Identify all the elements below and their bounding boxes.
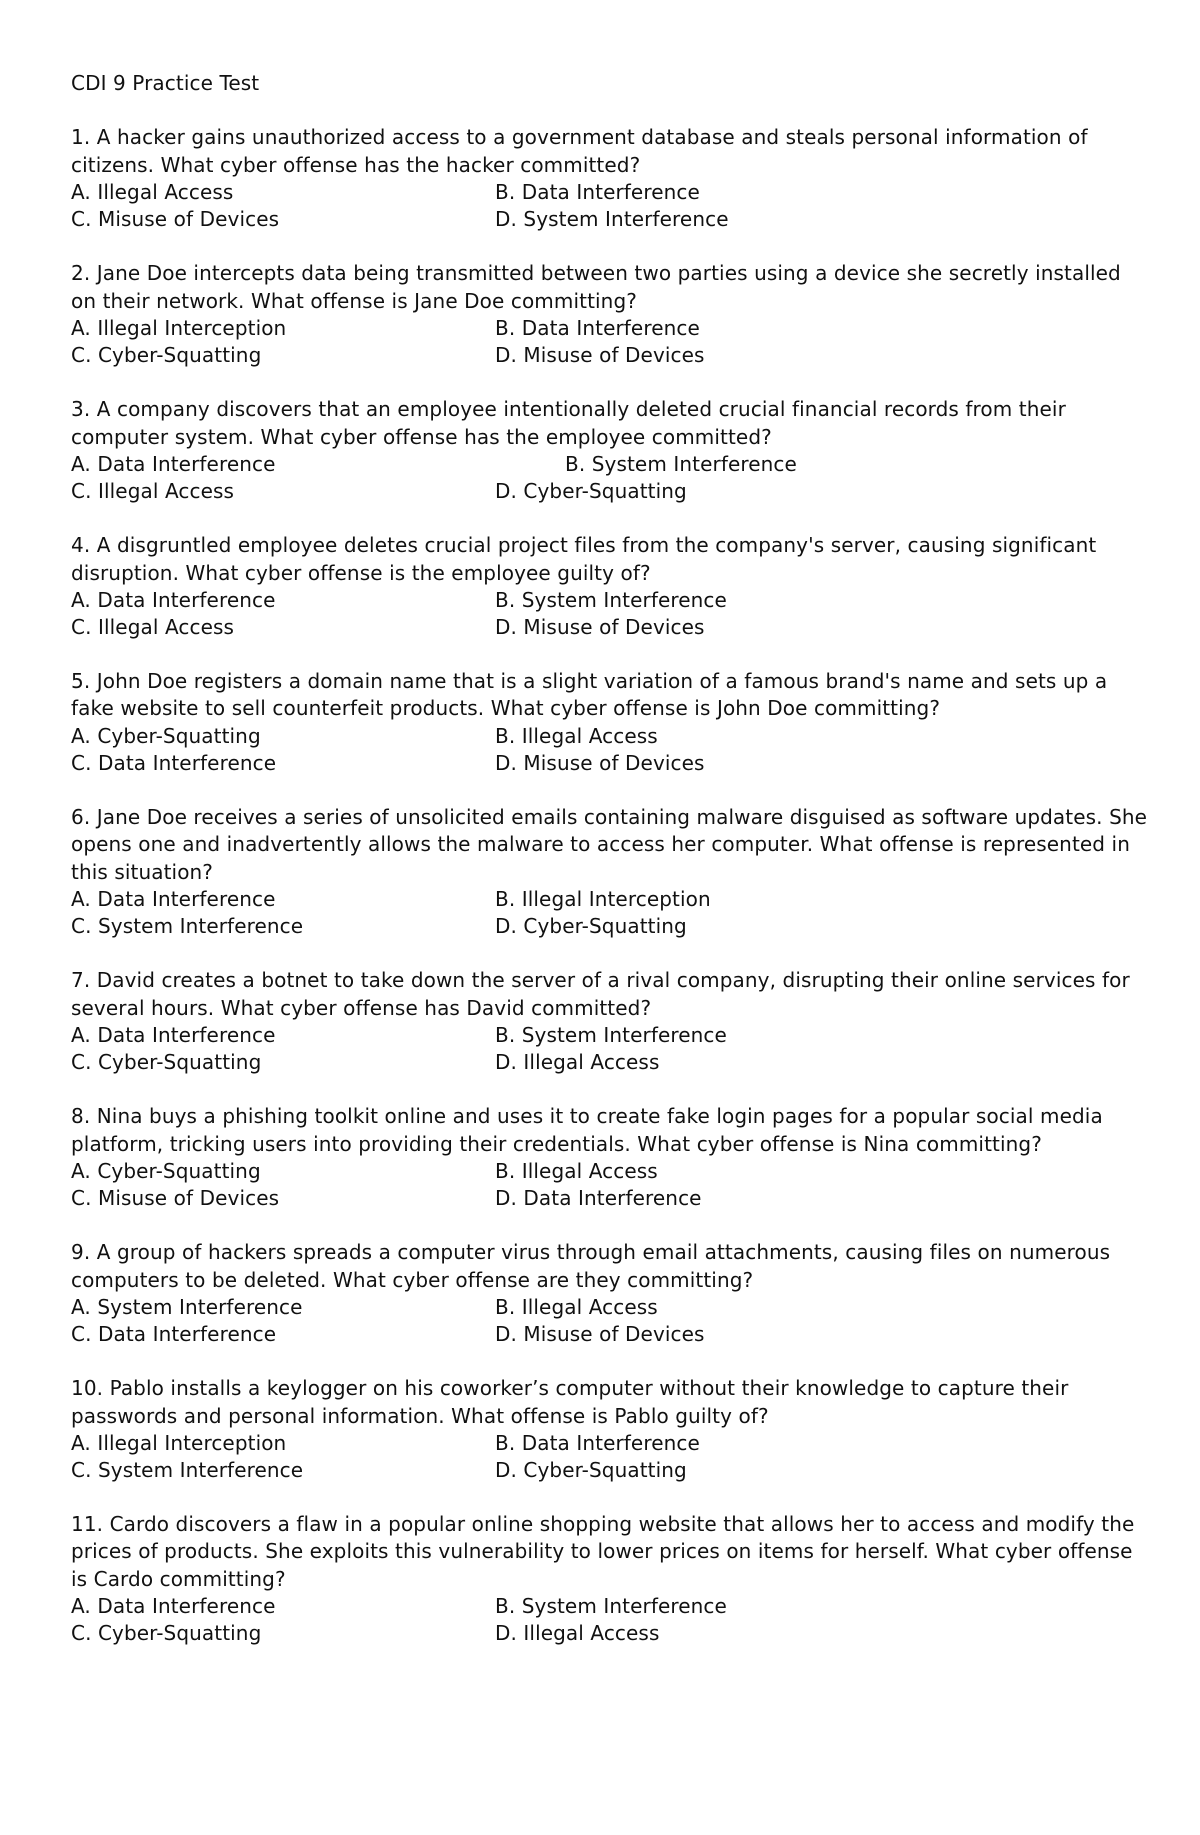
option-b: B. System Interference (495, 1593, 727, 1618)
option-d: D. Misuse of Devices (495, 614, 705, 639)
question-stem: 5. John Doe registers a domain name that is a slight variation of a famous brand's name and sets up a fake website to sell counterfeit products. What cyber offense is John Doe committing? (71, 669, 1108, 721)
question-2 (71, 260, 1151, 369)
option-c: C. Misuse of Devices (71, 206, 280, 231)
option-c: C. Cyber-Squatting (71, 342, 262, 367)
options-row-ab (71, 1430, 1151, 1457)
question-8 (71, 1103, 1151, 1212)
option-a: A. Illegal Interception (71, 315, 287, 340)
question-stem: 4. A disgruntled employee deletes crucial project files from the company's server, causing significant disruption. What cyber offense is the employee guilty of? (71, 533, 1097, 585)
option-b: B. System Interference (565, 451, 797, 476)
option-c: C. Illegal Access (71, 478, 235, 503)
options-row-ab (71, 886, 1151, 913)
question-stem: 9. A group of hackers spreads a computer virus through email attachments, causing files on numerous computers to be deleted. What cyber offense are they committing? (71, 1240, 1111, 1292)
question-5 (71, 668, 1151, 777)
options-row-ab (71, 1593, 1151, 1620)
question-3 (71, 396, 1151, 505)
option-d: D. System Interference (495, 206, 729, 231)
option-c: C. System Interference (71, 1457, 304, 1482)
question-stem: 11. Cardo discovers a flaw in a popular online shopping website that allows her to access and modify the prices of products. She exploits this vulnerability to lower prices on items for herself. What cyber offense is Cardo committing? (71, 1512, 1135, 1591)
option-a: A. Data Interference (71, 1022, 276, 1047)
question-stem: 8. Nina buys a phishing toolkit online and uses it to create fake login pages for a popular social media platform, tricking users into providing their credentials. What cyber offense is Nina committing? (71, 1104, 1103, 1156)
options-row-ab (71, 1294, 1151, 1321)
options-row-ab (71, 1022, 1151, 1049)
option-b: B. Illegal Access (495, 1158, 658, 1183)
options-row-cd (71, 750, 1151, 777)
option-c: C. Cyber-Squatting (71, 1050, 262, 1074)
option-d: D. Cyber-Squatting (495, 914, 687, 939)
question-4 (71, 532, 1151, 641)
options-row-cd (71, 1049, 1151, 1076)
question-7 (71, 967, 1151, 1076)
question-stem: 6. Jane Doe receives a series of unsolicited emails containing malware disguised as software updates. She opens one and inadvertently allows the malware to access her computer. What offense is represented in this situation? (71, 805, 1148, 884)
option-d: D. Illegal Access (495, 1621, 660, 1646)
option-a: A. Data Interference (71, 886, 276, 911)
option-a: A. Data Interference (71, 451, 276, 476)
option-c: C. Data Interference (71, 750, 277, 775)
options-row-ab (71, 723, 1151, 750)
options-row-cd (71, 478, 1151, 505)
option-c: C. System Interference (71, 914, 304, 939)
question-stem: 1. A hacker gains unauthorized access to a government database and steals personal information of citizens. What cyber offense has the hacker committed? (71, 125, 1088, 177)
option-a: A. Illegal Interception (71, 1430, 287, 1455)
question-9 (71, 1239, 1151, 1348)
question-stem: 2. Jane Doe intercepts data being transmitted between two parties using a device she secretly installed on their network. What offense is Jane Doe committing? (71, 261, 1121, 313)
option-c: C. Misuse of Devices (71, 1185, 280, 1210)
option-a: A. Cyber-Squatting (71, 723, 261, 748)
option-c: C. Data Interference (71, 1321, 277, 1346)
options-row-cd (71, 1321, 1151, 1348)
option-b: B. Illegal Interception (495, 886, 711, 911)
option-d: D. Data Interference (495, 1185, 702, 1210)
options-row-cd (71, 913, 1151, 940)
options-row-ab (71, 179, 1151, 206)
option-a: A. Illegal Access (71, 179, 234, 204)
options-row-ab (71, 1158, 1151, 1185)
options-row-cd (71, 1620, 1151, 1647)
option-b: B. Data Interference (495, 179, 700, 204)
options-row-cd (71, 1457, 1151, 1484)
page-title: CDI 9 Practice Test (71, 71, 260, 95)
question-6 (71, 804, 1151, 940)
option-a: A. Data Interference (71, 587, 276, 612)
question-1 (71, 124, 1151, 233)
option-d: D. Misuse of Devices (495, 342, 705, 367)
option-d: D. Cyber-Squatting (495, 1457, 687, 1482)
option-d: D. Cyber-Squatting (495, 478, 687, 503)
question-stem: 7. David creates a botnet to take down the server of a rival company, disrupting their online services for several hours. What cyber offense has David committed? (71, 968, 1130, 1020)
option-c: C. Illegal Access (71, 614, 235, 639)
question-10 (71, 1375, 1151, 1484)
options-row-ab (71, 315, 1151, 342)
option-b: B. Illegal Access (495, 723, 658, 748)
option-d: D. Misuse of Devices (495, 750, 705, 775)
option-d: D. Misuse of Devices (495, 1321, 705, 1346)
question-stem: 3. A company discovers that an employee intentionally deleted crucial financial records from their computer system. What cyber offense has the employee committed? (71, 397, 1066, 449)
option-a: A. Cyber-Squatting (71, 1158, 261, 1183)
option-a: A. System Interference (71, 1294, 303, 1319)
options-row-cd (71, 206, 1151, 233)
option-d: D. Illegal Access (495, 1050, 660, 1074)
option-c: C. Cyber-Squatting (71, 1621, 262, 1646)
options-row-cd (71, 342, 1151, 369)
options-row-cd (71, 614, 1151, 641)
option-b: B. Illegal Access (495, 1294, 658, 1319)
question-stem: 10. Pablo installs a keylogger on his coworker’s computer without their knowledge to capture their passwords and personal information. What offense is Pablo guilty of? (71, 1376, 1069, 1428)
options-row-ab (71, 587, 1151, 614)
options-row-cd (71, 1185, 1151, 1212)
options-row-ab (71, 451, 1151, 478)
document-body (71, 70, 1151, 1674)
option-b: B. Data Interference (495, 1430, 700, 1455)
question-11 (71, 1511, 1151, 1647)
option-a: A. Data Interference (71, 1593, 276, 1618)
option-b: B. Data Interference (495, 315, 700, 340)
option-b: B. System Interference (495, 587, 727, 612)
option-b: B. System Interference (495, 1022, 727, 1047)
